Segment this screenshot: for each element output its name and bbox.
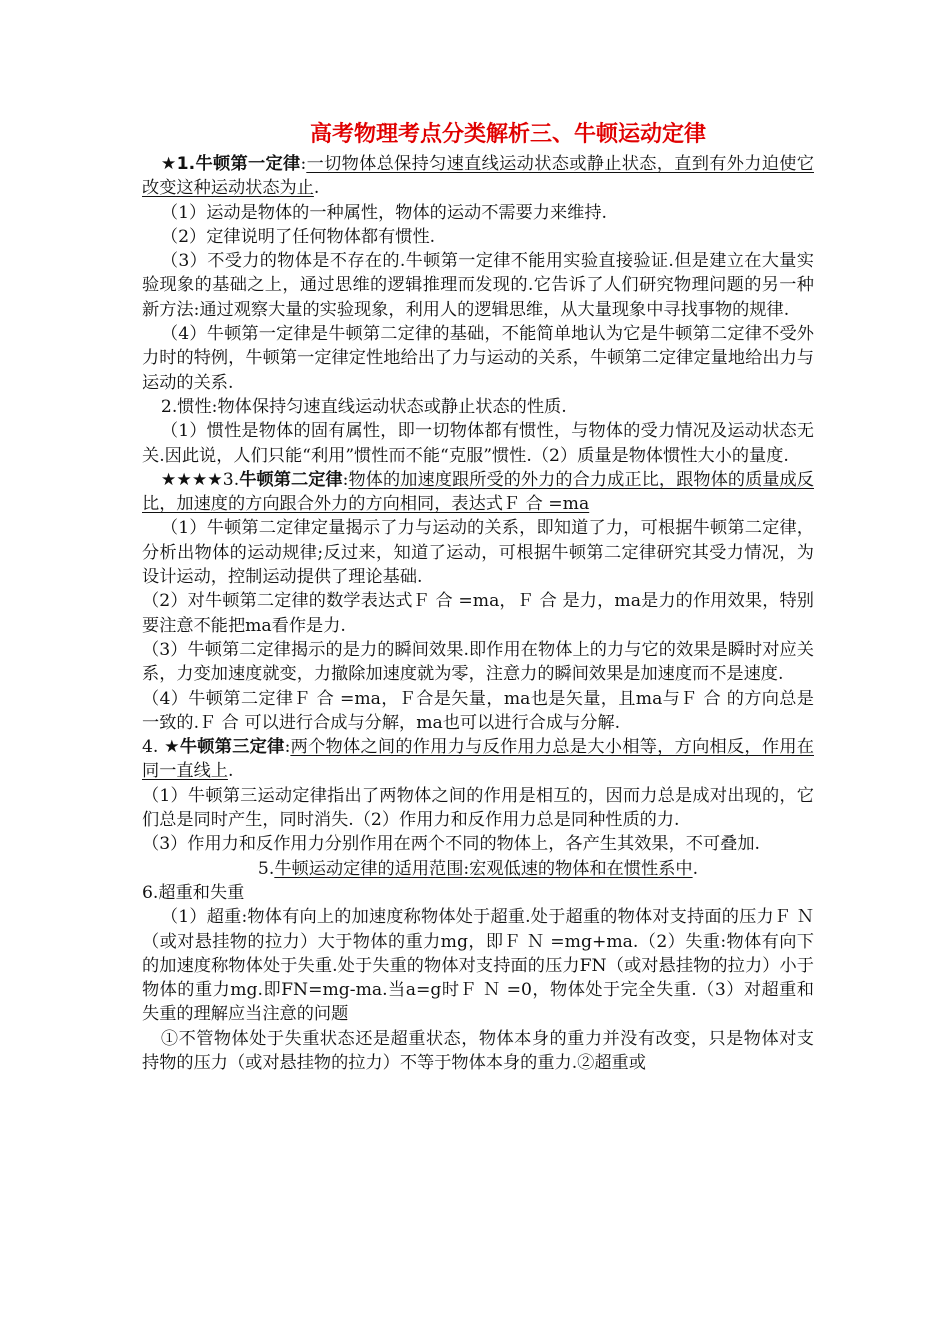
section-4-number: 4. xyxy=(142,737,159,758)
section-5-text: 牛顿运动定律的适用范围:宏观低速的物体和在惯性系中 xyxy=(274,858,693,879)
section-1-name: 牛顿第一定律 xyxy=(195,154,301,174)
section-1-end: . xyxy=(313,178,320,199)
section-4-name: 牛顿第三定律 xyxy=(179,737,285,758)
section-3-point-2: （2）对牛顿第二定律的数学表达式Ｆ 合 =ma，Ｆ 合 是力，ma是力的作用效果，特别要注意不能把ma看作是力. xyxy=(142,591,814,636)
star-icon: ★ xyxy=(160,154,177,174)
section-1-colon: : xyxy=(300,154,307,174)
section-3-definition: 物体的加速度跟所受的外力的合力成正比，跟物体的质量成反比，加速度的方向跟合外力的方向相同，表达式 xyxy=(142,469,814,515)
section-1-point-1: （1）运动是物体的一种属性，物体的运动不需要力来维持. xyxy=(160,202,607,223)
section-4-heading xyxy=(142,735,814,784)
document-title: 高考物理考点分类解析三、牛顿运动定律 xyxy=(309,122,706,147)
section-1-number: 1. xyxy=(176,154,196,174)
section-4-point-2: （3）作用力和反作用力分别作用在两个不同的物体上，各产生其效果，不可叠加. xyxy=(142,834,760,855)
star-icon: ★ xyxy=(164,737,180,758)
section-5-end: . xyxy=(692,858,699,879)
section-3-point-4: （4）牛顿第二定律Ｆ 合 =ma，Ｆ合是矢量，ma也是矢量，且ma与Ｆ 合 的方向总是一致的.Ｆ 合 可以进行合成与分解，ma也可以进行合成与分解. xyxy=(142,688,814,733)
section-1-heading xyxy=(142,152,814,201)
section-1-point-3: （3）不受力的物体是不存在的.牛顿第一定律不能用实验直接验证.但是建立在大量实验现象的基础之上，通过思维的逻辑推理而发现的.它告诉了人们研究物理问题的另一种新方法:通过观察大量的实验现象，利用人的逻辑思维，从大量现象中寻找事物的规律. xyxy=(142,251,814,320)
section-3-number: 3. xyxy=(222,469,240,490)
section-1-definition: 一切物体总保持匀速直线运动状态或静止状态，直到有外力迫使它改变这种运动状态为止 xyxy=(142,154,814,199)
star-rating-icon: ★★★★ xyxy=(160,469,223,490)
document-page xyxy=(142,120,814,1075)
section-5-heading xyxy=(142,857,814,881)
section-4-point-1: （1）牛顿第三运动定律指出了两物体之间的作用是相互的，因而力总是成对出现的，它们总是同时产生，同时消失.（2）作用力和反作用力总是同种性质的力. xyxy=(142,785,814,831)
section-5-number: 5. xyxy=(257,858,275,879)
section-2-heading: 2.惯性:物体保持匀速直线运动状态或静止状态的性质. xyxy=(160,396,567,417)
section-1-point-4: （4）牛顿第一定律是牛顿第二定律的基础，不能简单地认为它是牛顿第二定律不受外力时的特例，牛顿第一定律定性地给出了力与运动的关系，牛顿第二定律定量地给出力与运动的关系. xyxy=(142,324,814,393)
section-4-colon: : xyxy=(284,737,291,758)
section-6-point-2: ①不管物体处于失重状态还是超重状态，物体本身的重力并没有改变，只是物体对支持物的压力（或对悬挂物的拉力）不等于物体本身的重力.②超重或 xyxy=(142,1028,814,1073)
section-3-colon: : xyxy=(342,469,349,490)
section-6-point-1: （1）超重:物体有向上的加速度称物体处于超重.处于超重的物体对支持面的压力Ｆ Ｎ （或对悬挂物的拉力）大于物体的重力mg，即Ｆ Ｎ =mg+ma.（2）失重:物体有向下的加速度称物体处于失重.处于失重的物体对支持面的压力FN（或对悬挂物的拉力）小于物体的重力mg.即FN=mg-ma.当a=g时Ｆ Ｎ =0，物体处于完全失重.（3）对超重和失重的理解应当注意的问题 xyxy=(142,907,814,1025)
section-1-point-2: （2）定律说明了任何物体都有惯性. xyxy=(160,226,436,247)
section-3-formula: Ｆ 合 =ma xyxy=(502,494,590,515)
section-4-definition: 两个物体之间的作用力与反作用力总是大小相等，方向相反，作用在同一直线上 xyxy=(142,737,814,782)
section-6-heading: 6.超重和失重 xyxy=(142,882,245,903)
section-4-end: . xyxy=(227,761,234,782)
section-3-name: 牛顿第二定律 xyxy=(239,469,343,490)
section-3-point-3: （3）牛顿第二定律揭示的是力的瞬间效果.即作用在物体上的力与它的效果是瞬时对应关系，力变加速度就变，力撤除加速度就为零，注意力的瞬间效果是加速度而不是速度. xyxy=(142,639,814,685)
section-2-point-1: （1）惯性是物体的固有属性，即一切物体都有惯性，与物体的受力情况及运动状态无关.因此说，人们只能“利用”惯性而不能“克服”惯性.（2）质量是物体惯性大小的量度. xyxy=(142,421,814,466)
section-3-heading xyxy=(142,468,814,517)
section-3-point-1: （1）牛顿第二定律定量揭示了力与运动的关系，即知道了力，可根据牛顿第二定律，分析出物体的运动规律;反过来，知道了运动，可根据牛顿第二定律研究其受力情况，为设计运动，控制运动提供了理论基础. xyxy=(142,518,814,588)
